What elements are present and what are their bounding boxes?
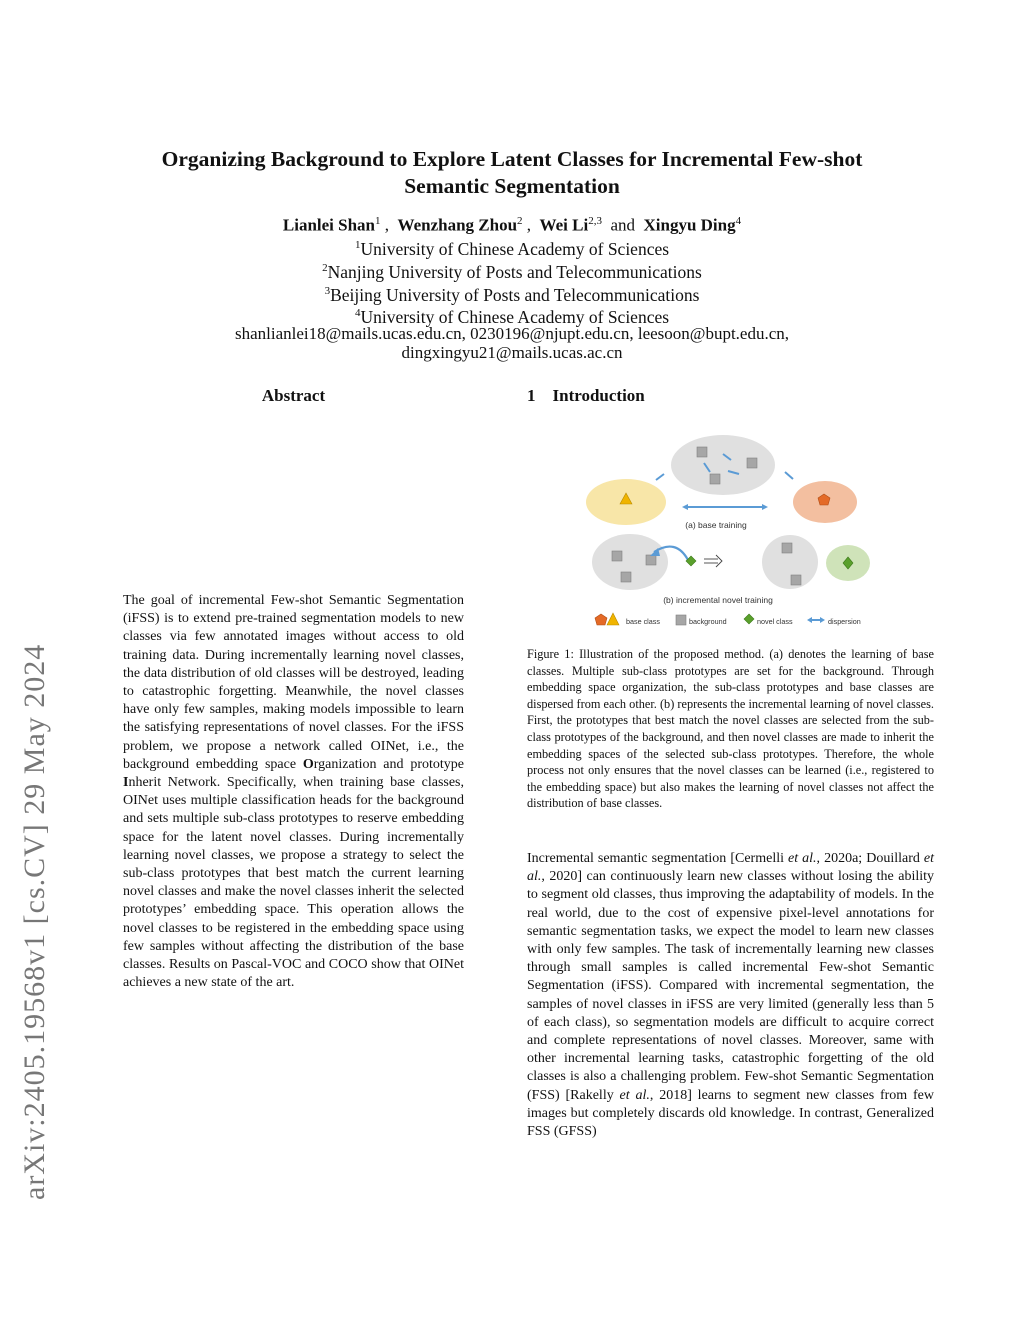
figure-label-a: (a) base training bbox=[685, 520, 747, 530]
square-icon bbox=[697, 447, 707, 457]
square-icon bbox=[747, 458, 757, 468]
affiliation-sup: 2 bbox=[322, 262, 328, 274]
author-sup: 2 bbox=[517, 215, 523, 227]
figure-caption: Figure 1: Illustration of the proposed method. (a) denotes the learning of base classes. Multiple sub-class prototypes are set for the background. Through embedding space organization, the sub-class prototypes and base classes are dispersed from each other. (b) represents the incremental learning of novel classes. First, the prototypes that best match the novel classes are selected from the sub-class prototypes of the background, and then novel classes are made to inherit the embedding spaces of the selected sub-class prototypes. Therefore, the whole process not only ensures that the novel classes can be learned (i.e., registered to the embedding space) but also makes the learning of novel classes not affect the distribution of base classes. bbox=[527, 647, 934, 811]
affiliation-sup: 3 bbox=[324, 285, 331, 297]
transform-arrow-icon bbox=[704, 555, 722, 567]
section-number: 1 bbox=[527, 386, 536, 405]
abstract-bold-letter: I bbox=[123, 775, 129, 791]
abstract-text: nherit Network. Specifically, when training base classes, OINet uses multiple classification heads for the background and sets multiple sub-class prototypes to reserve embedding space for the latent novel classes. During incrementally learning novel classes, we propose a strategy to select the sub-class prototypes that best match the current learning novel classes and make the novel classes inherit the selected prototypes’ embedding space. This operation allows the novel classes to be registered in the embedding space using few samples without affecting the distribution of the base classes. Results on Pascal-VOC and COCO show that OINet achieves a new state of the art. bbox=[123, 775, 464, 991]
affiliation-text: University of Chinese Academy of Sciences bbox=[360, 238, 670, 259]
intro-text-italic: et al. bbox=[527, 851, 934, 885]
affiliation-2 bbox=[60, 257, 964, 283]
email-line-1: shanlianlei18@mails.ucas.edu.cn, 0230196@njupt.edu.cn, leesoon@bupt.edu.cn, bbox=[234, 324, 790, 343]
legend-dispersion-icon bbox=[807, 617, 825, 623]
arrowhead bbox=[762, 504, 768, 510]
section-title: Introduction bbox=[552, 386, 645, 405]
intro-body bbox=[527, 850, 934, 1141]
affiliation-1 bbox=[60, 234, 964, 260]
paper-title bbox=[60, 146, 964, 200]
figure-label-b: (b) incremental novel training bbox=[663, 595, 773, 605]
author-emails bbox=[60, 324, 964, 362]
legend-pentagon-icon bbox=[595, 614, 607, 625]
intro-text: , 2020a; Douillard bbox=[816, 851, 924, 866]
affiliation-text: Beijing University of Posts and Telecommunications bbox=[330, 284, 700, 305]
abstract-body bbox=[123, 592, 464, 992]
abstract-text: The goal of incremental Few-shot Semantic Segmentation (iFSS) is to extend pre-trained segmentation models to new classes via few annotated images without access to old training data. During incrementally learning novel classes, the data distribution of old classes will be destroyed, leading to catastrophic forgetting. Meanwhile, the novel classes have only few samples, making models impossible to learn the satisfying representations of novel classes. For the iFSS problem, we propose a network called OINet, i.e., the background embedding space bbox=[123, 593, 464, 772]
arxiv-stamp: arXiv:2405.19568v1 [cs.CV] 29 May 2024 bbox=[18, 643, 51, 1200]
author-separator: , bbox=[384, 215, 390, 235]
square-icon bbox=[621, 572, 631, 582]
square-icon bbox=[782, 543, 792, 553]
square-icon bbox=[710, 474, 720, 484]
author-sup: 1 bbox=[375, 215, 381, 227]
affiliation-sup: 4 bbox=[354, 307, 361, 319]
legend-novel-class: novel class bbox=[757, 617, 793, 626]
square-icon bbox=[646, 555, 656, 565]
intro-text: Incremental semantic segmentation [Cermelli bbox=[527, 851, 789, 866]
author-sup: 2,3 bbox=[588, 215, 602, 227]
legend-triangle-icon bbox=[607, 613, 619, 625]
abstract-heading: Abstract bbox=[261, 386, 326, 405]
legend-diamond-icon bbox=[744, 614, 754, 624]
abstract-text: rganization and prototype bbox=[313, 756, 465, 772]
intro-text: , 2020] can continuously learn new classes without losing the ability to segment old classes, thus improving the adaptability of models. In the real world, due to the cost of expensive pixel-level annotations for semantic segmentation tasks, we expect the model to learn new classes with only few samples. The task of incrementally learning new classes through small samples is called incremental Few-shot Semantic Segmentation (iFSS). Compared with incremental segmentation, the samples of novel classes in iFSS are very limited (generally less than 5 of each class), so segmentation models are difficult to acquire correct and complete representations of novel classes. Moreover, same with other incremental learning tasks, catastrophic forgetting of the old classes is also a challenging problem. Few-shot Semantic Segmentation (FSS) [Rakelly bbox=[527, 869, 934, 1103]
author-separator: , bbox=[526, 215, 532, 235]
author-name: Lianlei Shan bbox=[282, 215, 376, 235]
intro-text-italic: et al. bbox=[788, 851, 817, 866]
author-list bbox=[60, 210, 964, 237]
author-sup: 4 bbox=[735, 215, 742, 227]
square-icon bbox=[612, 551, 622, 561]
legend-square-icon bbox=[676, 615, 686, 625]
author-name: Xingyu Ding bbox=[643, 215, 736, 235]
title-line-1: Organizing Background to Explore Latent Classes for Incremental Few-shot bbox=[161, 147, 863, 171]
author-and: and bbox=[610, 215, 635, 235]
author-name: Wei Li bbox=[539, 215, 589, 235]
figure-1 bbox=[578, 430, 878, 635]
email-line-2: dingxingyu21@mails.ucas.ac.cn bbox=[401, 343, 623, 362]
abstract-bold-letter: O bbox=[302, 756, 314, 772]
author-name: Wenzhang Zhou bbox=[397, 215, 518, 235]
title-line-2: Semantic Segmentation bbox=[404, 174, 620, 198]
intro-text: , 2018] learns to segment new classes from few images but completely discards old knowledge. In contrast, Generalized FSS (GFSS) bbox=[527, 1087, 935, 1140]
intro-heading bbox=[527, 386, 645, 406]
legend-background: background bbox=[689, 617, 727, 626]
affiliation-sup: 1 bbox=[354, 239, 361, 251]
legend-base-class: base class bbox=[626, 617, 660, 626]
background-blob-top bbox=[671, 435, 775, 495]
affiliation-text: University of Chinese Academy of Sciences bbox=[360, 306, 670, 327]
square-icon bbox=[791, 575, 801, 585]
intro-text-italic: et al. bbox=[619, 1087, 650, 1103]
legend-dispersion: dispersion bbox=[828, 617, 861, 626]
arrowhead bbox=[682, 504, 688, 510]
affiliation-text: Nanjing University of Posts and Telecommunications bbox=[327, 261, 702, 282]
